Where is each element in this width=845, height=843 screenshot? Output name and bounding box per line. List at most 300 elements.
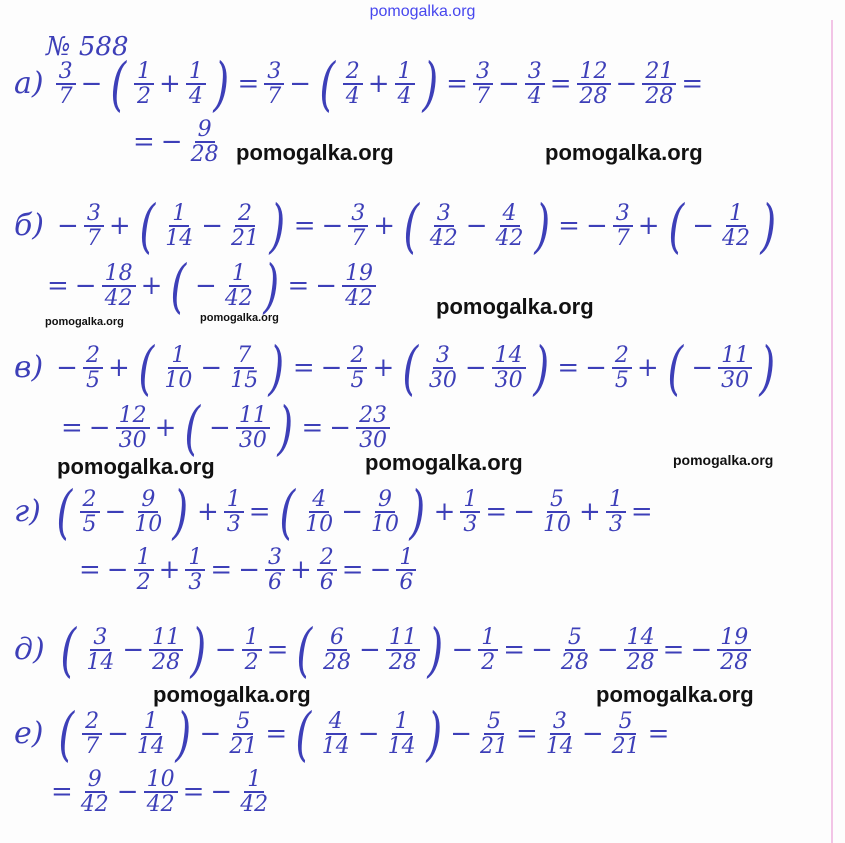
part-label: г): [14, 494, 41, 530]
numerator: 2: [83, 344, 103, 369]
numerator: 1: [478, 626, 498, 651]
operator: −: [690, 635, 713, 666]
fraction: [348, 202, 368, 250]
operator: −: [238, 555, 260, 586]
denominator: 30: [118, 428, 147, 454]
part-g-line-2: [76, 546, 418, 594]
fraction: [319, 710, 353, 758]
operator: =: [647, 719, 670, 750]
denominator: 30: [721, 368, 750, 394]
operator: −: [201, 211, 224, 242]
numerator: 11: [236, 404, 270, 429]
operator: =: [446, 69, 468, 100]
numerator: 3: [84, 202, 104, 227]
numerator: 3: [265, 546, 285, 571]
fraction: [540, 488, 574, 536]
operator: +: [579, 497, 601, 528]
numerator: 14: [492, 344, 526, 369]
part-a-line-1: [14, 50, 706, 118]
operator: −: [104, 497, 127, 528]
fraction: [343, 60, 363, 108]
operator: −: [116, 777, 139, 808]
fraction: [83, 344, 103, 392]
operator: −: [57, 211, 79, 242]
operator: −: [289, 69, 312, 100]
watermark-top: pomogalka.org: [369, 3, 476, 20]
numerator: 2: [235, 202, 255, 227]
operator: +: [373, 211, 396, 242]
fraction: [426, 344, 460, 392]
denominator: 28: [560, 650, 589, 676]
denominator: 5: [614, 368, 629, 394]
numerator: 2: [612, 344, 632, 369]
denominator: 28: [152, 650, 181, 676]
numerator: 3: [90, 626, 110, 651]
part-a-line-2: [130, 118, 224, 166]
fraction: [543, 710, 577, 758]
operator: −: [122, 635, 145, 666]
operator: =: [182, 777, 205, 808]
denominator: 7: [58, 84, 73, 110]
fraction: [493, 202, 527, 250]
watermark: pomogalka.org: [545, 140, 703, 165]
parenthesis: (: [184, 394, 201, 462]
numerator: 9: [85, 768, 105, 793]
fraction: [342, 262, 376, 310]
watermark: pomogalka.org: [596, 682, 754, 707]
fraction: [186, 60, 206, 108]
denominator: 21: [231, 226, 260, 252]
operator: −: [359, 635, 381, 666]
operator: −: [585, 353, 607, 384]
operator: −: [531, 635, 553, 666]
fraction: [102, 262, 136, 310]
fraction: [236, 404, 270, 452]
numerator: 4: [326, 710, 346, 735]
parenthesis: (: [403, 192, 420, 260]
operator: =: [662, 635, 685, 666]
denominator: 42: [80, 792, 109, 818]
fraction: [162, 202, 196, 250]
numerator: 11: [149, 626, 183, 651]
numerator: 4: [500, 202, 520, 227]
numerator: 19: [717, 626, 751, 651]
fraction: [427, 202, 461, 250]
numerator: 1: [186, 60, 206, 85]
numerator: 14: [624, 626, 658, 651]
numerator: 19: [342, 262, 376, 287]
watermark: pomogalka.org: [365, 450, 523, 475]
operator: −: [357, 719, 380, 750]
parenthesis: (: [319, 50, 336, 118]
denominator: 7: [267, 84, 282, 110]
operator: −: [214, 635, 237, 666]
part-label: а): [14, 66, 44, 102]
part-v-line-2: [58, 394, 392, 462]
operator: −: [88, 413, 111, 444]
parenthesis: ): [533, 334, 549, 402]
numerator: 12: [577, 60, 611, 85]
fraction: [237, 768, 271, 816]
operator: −: [369, 555, 392, 586]
numerator: 3: [264, 60, 284, 85]
numerator: 1: [392, 710, 412, 735]
fraction: [320, 626, 354, 674]
numerator: 1: [185, 546, 205, 571]
denominator: 14: [387, 734, 416, 760]
fraction: [356, 404, 390, 452]
operator: =: [210, 555, 233, 586]
fraction: [719, 202, 753, 250]
parenthesis: ): [277, 394, 294, 462]
denominator: 2: [137, 84, 152, 110]
denominator: 2: [244, 650, 259, 676]
numerator: 2: [317, 546, 337, 571]
fraction: [613, 202, 633, 250]
fraction: [477, 710, 511, 758]
numerator: 1: [606, 488, 626, 513]
fraction: [82, 710, 102, 758]
numerator: 1: [726, 202, 746, 227]
fraction: [642, 60, 676, 108]
fraction: [56, 60, 76, 108]
numerator: 12: [116, 404, 150, 429]
parenthesis: (: [138, 334, 155, 402]
fraction: [116, 404, 150, 452]
parenthesis: ): [175, 700, 192, 768]
numerator: 10: [144, 768, 178, 793]
denominator: 28: [190, 142, 219, 168]
denominator: 42: [224, 286, 253, 312]
operator: +: [637, 211, 660, 242]
operator: −: [581, 719, 604, 750]
numerator: 3: [473, 60, 493, 85]
denominator: 28: [626, 650, 655, 676]
denominator: 42: [495, 226, 524, 252]
part-g-line-1: [14, 478, 656, 546]
operator: −: [321, 211, 344, 242]
numerator: 1: [141, 710, 161, 735]
numerator: 9: [138, 488, 158, 513]
denominator: 14: [321, 734, 350, 760]
parenthesis: (: [170, 252, 187, 320]
watermark: pomogalka.org: [153, 682, 311, 707]
fraction: [264, 60, 284, 108]
denominator: 30: [494, 368, 523, 394]
operator: =: [266, 635, 289, 666]
denominator: 21: [480, 734, 509, 760]
parenthesis: ): [421, 50, 438, 118]
numerator: 1: [134, 546, 154, 571]
fraction: [265, 546, 285, 594]
numerator: 1: [244, 768, 264, 793]
fraction: [718, 344, 752, 392]
fraction: [80, 488, 100, 536]
fraction: [134, 60, 154, 108]
numerator: 3: [613, 202, 633, 227]
fraction: [131, 488, 165, 536]
watermark: pomogalka.org: [200, 312, 279, 324]
operator: +: [159, 69, 181, 100]
operator: +: [289, 555, 312, 586]
part-v-line-1: [14, 334, 781, 402]
watermark: pomogalka.org: [45, 316, 124, 328]
denominator: 28: [579, 84, 608, 110]
fraction: [385, 710, 419, 758]
part-label: е): [14, 716, 44, 752]
part-e-line-1: [14, 700, 672, 768]
numerator: 3: [525, 60, 545, 85]
denominator: 42: [429, 226, 458, 252]
operator: =: [681, 69, 704, 100]
fraction: [226, 710, 260, 758]
operator: −: [497, 69, 520, 100]
operator: −: [195, 271, 217, 302]
part-b-line-1: [14, 192, 782, 260]
operator: =: [61, 413, 83, 444]
denominator: 42: [146, 792, 175, 818]
fraction: [624, 626, 658, 674]
numerator: 9: [375, 488, 395, 513]
fraction: [478, 626, 498, 674]
numerator: 21: [642, 60, 676, 85]
part-label: в): [14, 350, 44, 386]
fraction: [144, 768, 178, 816]
fraction: [228, 202, 262, 250]
denominator: 7: [351, 226, 366, 252]
operator: −: [596, 635, 619, 666]
operator: =: [557, 353, 580, 384]
denominator: 7: [475, 84, 490, 110]
operator: −: [74, 271, 97, 302]
operator: −: [341, 497, 363, 528]
operator: −: [585, 211, 608, 242]
fraction: [302, 488, 336, 536]
denominator: 28: [720, 650, 749, 676]
parenthesis: (: [667, 192, 684, 260]
parenthesis: ): [533, 192, 550, 260]
denominator: 6: [399, 570, 414, 596]
watermark: pomogalka.org: [436, 294, 594, 319]
denominator: 10: [134, 512, 163, 538]
denominator: 15: [230, 368, 259, 394]
denominator: 14: [545, 734, 574, 760]
operator: −: [56, 353, 78, 384]
operator: +: [367, 69, 390, 100]
denominator: 42: [345, 286, 374, 312]
watermark: pomogalka.org: [673, 452, 774, 468]
operator: =: [265, 719, 288, 750]
fraction: [161, 344, 195, 392]
denominator: 4: [345, 84, 360, 110]
operator: =: [237, 69, 260, 100]
fraction: [473, 60, 493, 108]
fraction: [78, 768, 112, 816]
fraction: [185, 546, 205, 594]
denominator: 14: [86, 650, 115, 676]
parenthesis: ): [425, 700, 442, 768]
numerator: 3: [56, 60, 76, 85]
fraction: [612, 344, 632, 392]
parenthesis: ): [427, 616, 444, 684]
parenthesis: (: [110, 50, 127, 118]
fraction: [224, 488, 244, 536]
numerator: 1: [169, 202, 189, 227]
operator: +: [140, 271, 163, 302]
operator: −: [160, 127, 183, 158]
denominator: 21: [229, 734, 258, 760]
denominator: 42: [240, 792, 269, 818]
denominator: 2: [481, 650, 496, 676]
numerator: 1: [134, 60, 154, 85]
numerator: 5: [565, 626, 585, 651]
numerator: 2: [82, 710, 102, 735]
parenthesis: (: [60, 616, 76, 684]
numerator: 2: [80, 488, 100, 513]
operator: −: [615, 69, 638, 100]
numerator: 23: [356, 404, 390, 429]
numerator: 1: [242, 626, 262, 651]
fraction: [460, 488, 480, 536]
operator: =: [485, 497, 508, 528]
numerator: 7: [234, 344, 254, 369]
operator: =: [51, 777, 73, 808]
denominator: 28: [323, 650, 352, 676]
problem-number: № 588: [46, 32, 129, 62]
numerator: 3: [434, 202, 454, 227]
numerator: 1: [460, 488, 480, 513]
operator: −: [315, 271, 338, 302]
operator: +: [108, 211, 131, 242]
denominator: 7: [615, 226, 630, 252]
fraction: [149, 626, 183, 674]
numerator: 1: [224, 488, 244, 513]
denominator: 14: [165, 226, 194, 252]
parenthesis: (: [58, 700, 75, 768]
denominator: 3: [463, 512, 478, 538]
operator: =: [549, 69, 572, 100]
numerator: 5: [616, 710, 636, 735]
numerator: 1: [229, 262, 249, 287]
operator: =: [301, 413, 324, 444]
numerator: 11: [718, 344, 752, 369]
fraction: [525, 60, 545, 108]
numerator: 9: [195, 118, 215, 143]
denominator: 3: [188, 570, 203, 596]
operator: =: [558, 211, 580, 242]
fraction: [84, 202, 104, 250]
operator: −: [464, 353, 487, 384]
denominator: 10: [164, 368, 193, 394]
fraction: [242, 626, 262, 674]
numerator: 5: [484, 710, 504, 735]
parenthesis: ): [263, 252, 280, 320]
numerator: 18: [102, 262, 136, 287]
part-label: б): [14, 208, 45, 244]
watermark: pomogalka.org: [57, 454, 215, 479]
denominator: 30: [238, 428, 267, 454]
denominator: 14: [136, 734, 165, 760]
operator: −: [209, 413, 231, 444]
parenthesis: ): [268, 334, 285, 402]
watermark: pomogalka.org: [236, 140, 394, 165]
operator: −: [106, 555, 129, 586]
denominator: 10: [370, 512, 399, 538]
operator: −: [199, 719, 222, 750]
operator: =: [293, 211, 316, 242]
denominator: 6: [319, 570, 334, 596]
denominator: 6: [267, 570, 282, 596]
denominator: 4: [397, 84, 412, 110]
parenthesis: (: [295, 700, 312, 768]
denominator: 2: [136, 570, 151, 596]
denominator: 28: [388, 650, 417, 676]
operator: −: [329, 413, 352, 444]
denominator: 7: [85, 734, 100, 760]
parenthesis: ): [409, 478, 426, 546]
operator: =: [133, 127, 155, 158]
fraction: [492, 344, 526, 392]
denominator: 5: [350, 368, 365, 394]
operator: +: [196, 497, 219, 528]
numerator: 6: [327, 626, 347, 651]
numerator: 1: [168, 344, 188, 369]
numerator: 3: [348, 202, 368, 227]
operator: +: [372, 353, 395, 384]
parenthesis: ): [213, 50, 230, 118]
operator: −: [450, 719, 473, 750]
part-d-line-1: [14, 616, 753, 684]
part-label: д): [14, 632, 45, 668]
operator: =: [287, 271, 310, 302]
operator: +: [158, 555, 181, 586]
operator: =: [292, 353, 315, 384]
operator: −: [451, 635, 474, 666]
fraction: [222, 262, 256, 310]
operator: −: [210, 777, 233, 808]
operator: −: [200, 353, 223, 384]
denominator: 10: [543, 512, 572, 538]
denominator: 5: [82, 512, 97, 538]
numerator: 3: [433, 344, 453, 369]
operator: +: [433, 497, 456, 528]
fraction: [396, 546, 416, 594]
numerator: 1: [396, 546, 416, 571]
parenthesis: (: [402, 334, 419, 402]
parenthesis: (: [667, 334, 683, 402]
denominator: 21: [611, 734, 640, 760]
numerator: 3: [550, 710, 570, 735]
fraction: [134, 710, 168, 758]
operator: −: [320, 353, 343, 384]
parenthesis: ): [269, 192, 286, 260]
denominator: 4: [527, 84, 542, 110]
fraction: [368, 488, 402, 536]
numerator: 5: [233, 710, 253, 735]
denominator: 4: [188, 84, 203, 110]
numerator: 2: [343, 60, 363, 85]
fraction: [558, 626, 592, 674]
fraction: [317, 546, 337, 594]
numerator: 11: [386, 626, 420, 651]
fraction: [386, 626, 420, 674]
denominator: 10: [305, 512, 334, 538]
fraction: [606, 488, 626, 536]
operator: =: [79, 555, 101, 586]
denominator: 30: [359, 428, 388, 454]
denominator: 30: [428, 368, 457, 394]
numerator: 5: [547, 488, 567, 513]
